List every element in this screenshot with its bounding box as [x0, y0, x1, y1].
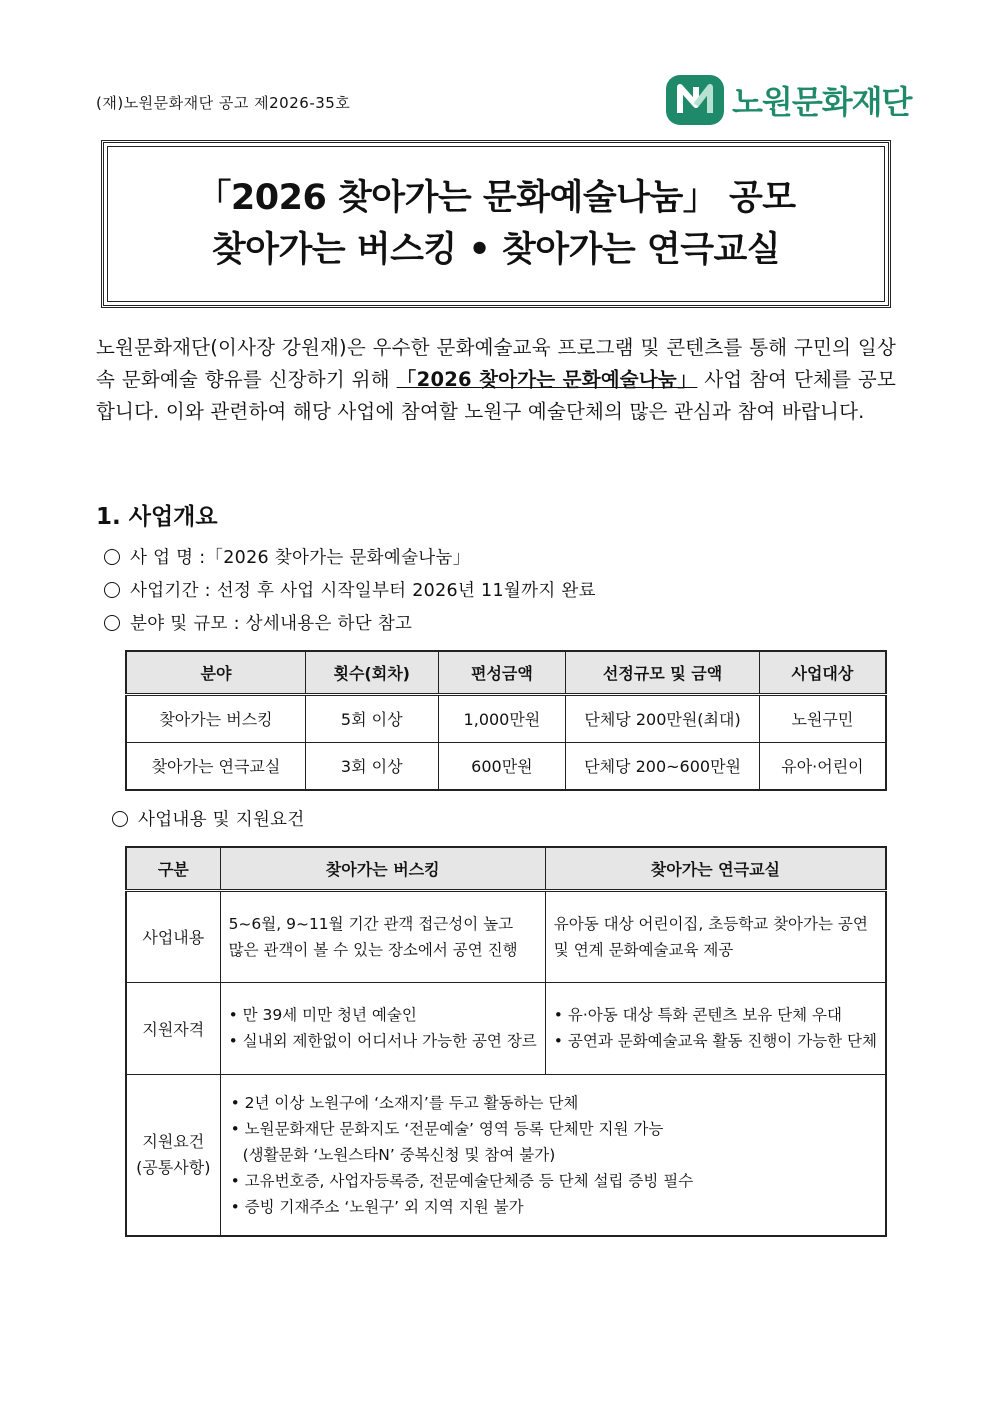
intro-text-1: 노원문화재단(이사장 강원재)은 우수한 문화예술교육 프로그램 및 콘텐츠를 통해 구민의 일상 속 문화예술 향유를 신장하기 위해 — [96, 336, 896, 391]
table-row — [126, 742, 886, 790]
row-label-line: (공통사항) — [136, 1157, 211, 1177]
circle-bullet-icon — [112, 811, 128, 827]
bullet-item — [104, 577, 596, 602]
header-cell: 찾아가는 버스킹 — [220, 847, 545, 890]
header-cell: 구분 — [126, 847, 220, 890]
header-cell: 찾아가는 연극교실 — [545, 847, 886, 890]
table-cell: 단체당 200만원(최대) — [566, 694, 760, 742]
table-cell: 유아·어린이 — [759, 742, 886, 790]
logo-n-icon — [666, 75, 724, 125]
bullet-item — [104, 544, 471, 569]
bullet-item — [112, 806, 305, 831]
notice-number: (재)노원문화재단 공고 제2026-35호 — [96, 94, 351, 112]
header-cell: 편성금액 — [438, 651, 566, 694]
section-title: 1. 사업개요 — [96, 504, 218, 530]
cell-line: • 공연과 문화예술교육 활동 진행이 가능한 단체 — [553, 1032, 877, 1050]
table-header-row — [126, 847, 886, 890]
table-cell: 노원구민 — [759, 694, 886, 742]
bullet-item — [104, 610, 412, 635]
logo-text: 노원문화재단 — [732, 83, 912, 121]
table-cell — [545, 982, 886, 1074]
title-line-2: 찾아가는 버스킹 • 찾아가는 연극교실 — [211, 230, 781, 270]
table-cell: 3회 이상 — [305, 742, 438, 790]
bullet-text: 사업기간 : 선정 후 사업 시작일부터 2026년 11월까지 완료 — [130, 581, 596, 601]
intro-text-2: 사업 참여 단체를 공모합니다. 이와 관련하여 해당 사업에 참여할 노원구 예술단체의 많은 관심과 참여 바랍니다. — [96, 368, 896, 423]
title-line-1: 「2026 찾아가는 문화예술나눔」 공모 — [196, 177, 796, 218]
cell-line: (생활문화 ‘노원스타N’ 중복신청 및 참여 불가) — [242, 1145, 556, 1164]
cell-line: • 증빙 기재주소 ‘노원구’ 외 지역 지원 불가 — [230, 1197, 524, 1216]
table-cell — [220, 1074, 886, 1236]
cell-line: • 2년 이상 노원구에 ‘소재지’를 두고 활동하는 단체 — [230, 1093, 579, 1112]
cell-line: 유아동 대상 어린이집, 초등학교 찾아가는 공연 — [553, 914, 868, 933]
table-cell: 1,000만원 — [438, 694, 566, 742]
table-row — [126, 982, 886, 1074]
table-cell: 찾아가는 연극교실 — [126, 742, 305, 790]
row-label — [126, 1074, 220, 1236]
cell-line: • 고유번호증, 사업자등록증, 전문예술단체증 등 단체 설립 증빙 필수 — [230, 1171, 694, 1190]
row-label-line: 지원요건 — [142, 1131, 205, 1151]
table-cell — [220, 890, 545, 982]
intro-paragraph — [96, 332, 896, 428]
foundation-logo — [666, 72, 911, 128]
cell-line: • 실내외 제한없이 어디서나 가능한 공연 장르 — [228, 1032, 537, 1050]
table-cell — [545, 890, 886, 982]
header-cell: 선정규모 및 금액 — [566, 651, 760, 694]
row-label: 사업내용 — [126, 890, 220, 982]
table-cell: 찾아가는 버스킹 — [126, 694, 305, 742]
cell-line: 및 연계 문화예술교육 제공 — [553, 940, 734, 959]
table-cell — [220, 982, 545, 1074]
cell-line: 많은 관객이 볼 수 있는 장소에서 공연 진행 — [228, 940, 518, 959]
row-label: 지원자격 — [126, 982, 220, 1074]
bullet-text: 분야 및 규모 : 상세내용은 하단 참고 — [130, 614, 413, 634]
cell-line: • 유·아동 대상 특화 콘텐츠 보유 단체 우대 — [553, 1006, 842, 1024]
bullet-text: 사업내용 및 지원요건 — [138, 810, 305, 830]
header-cell: 분야 — [126, 651, 305, 694]
table-row — [126, 890, 886, 982]
table-cell: 5회 이상 — [305, 694, 438, 742]
cell-line: • 만 39세 미만 청년 예술인 — [228, 1006, 417, 1024]
title-box — [101, 140, 891, 308]
intro-highlight: 「2026 찾아가는 문화예술나눔」 — [396, 368, 698, 391]
circle-bullet-icon — [104, 549, 120, 565]
program-scale-table — [125, 650, 887, 791]
requirements-table — [125, 846, 887, 1237]
table-cell: 600만원 — [438, 742, 566, 790]
table-header-row — [126, 651, 886, 694]
circle-bullet-icon — [104, 615, 120, 631]
table-cell: 단체당 200~600만원 — [566, 742, 760, 790]
cell-line: 5~6월, 9~11월 기간 관객 접근성이 높고 — [228, 914, 514, 933]
header-cell: 사업대상 — [759, 651, 886, 694]
header-cell: 횟수(회차) — [305, 651, 438, 694]
table-row — [126, 1074, 886, 1236]
cell-line: • 노원문화재단 문화지도 ‘전문예술’ 영역 등록 단체만 지원 가능 — [230, 1119, 664, 1138]
circle-bullet-icon — [104, 582, 120, 598]
bullet-text: 사 업 명 :「2026 찾아가는 문화예술나눔」 — [130, 548, 471, 568]
table-row — [126, 694, 886, 742]
